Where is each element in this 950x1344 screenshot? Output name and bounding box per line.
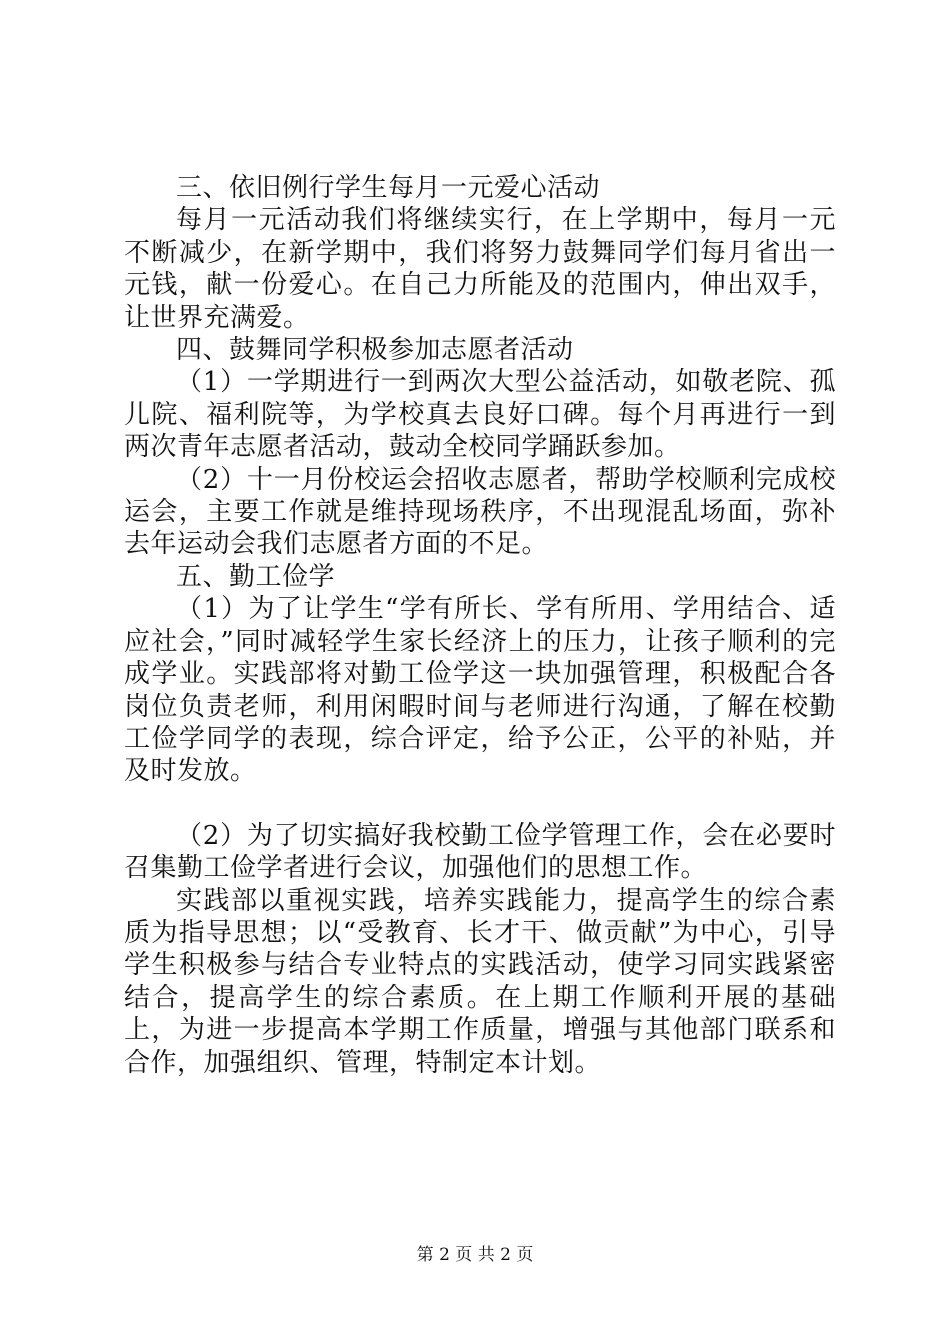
paragraph-work-study-1: （1）为了让学生“学有所长、学有所用、学用结合、适应社会，”同时减轻学生家长经济上的压力，让孩子顺利的完成学业。实践部将对勤工俭学这一块加强管理，积极配合各岗位负责老师，利用闲暇时间与老师进行沟通，了解在校勤工俭学同学的表现，综合评定，给予公正，公平的补贴，并及时发放。 <box>124 594 836 787</box>
page-footer: 第 2 页 共 2 页 <box>416 1245 534 1265</box>
section-heading-3: 三、依旧例行学生每月一元爱心活动 <box>176 173 601 203</box>
document-body <box>124 172 836 1079</box>
paragraph-work-study-2: （2）为了切实搞好我校勤工俭学管理工作，会在必要时召集勤工俭学者进行会议，加强他们的思想工作。 <box>124 820 836 884</box>
section-heading-5: 五、勤工俭学 <box>176 561 336 592</box>
paragraph-summary: 实践部以重视实践，培养实践能力，提高学生的综合素质为指导思想；以“受教育、长才干、做贡献”为中心，引导学生积极参与结合专业特点的实践活动，使学习同实践紧密结合，提高学生的综合素质。在上期工作顺利开展的基础上，为进一步提高本学期工作质量，增强与其他部门联系和合作，加强组织、管理，特制定本计划。 <box>124 885 836 1078</box>
paragraph-volunteer-1: （1）一学期进行一到两次大型公益活动，如敬老院、孤儿院、福利院等，为学校真去良好口碑。每个月再进行一到两次青年志愿者活动，鼓动全校同学踊跃参加。 <box>124 367 836 463</box>
paragraph-monthly-donation: 每月一元活动我们将继续实行，在上学期中，每月一元不断减少，在新学期中，我们将努力鼓舞同学们每月省出一元钱，献一份爱心。在自己力所能及的范围内，伸出双手，让世界充满爱。 <box>124 205 836 333</box>
section-heading-4: 四、鼓舞同学积极参加志愿者活动 <box>176 335 574 366</box>
paragraph-volunteer-2: （2）十一月份校运会招收志愿者，帮助学校顺利完成校运会，主要工作就是维持现场秩序，不出现混乱场面，弥补去年运动会我们志愿者方面的不足。 <box>124 464 836 560</box>
